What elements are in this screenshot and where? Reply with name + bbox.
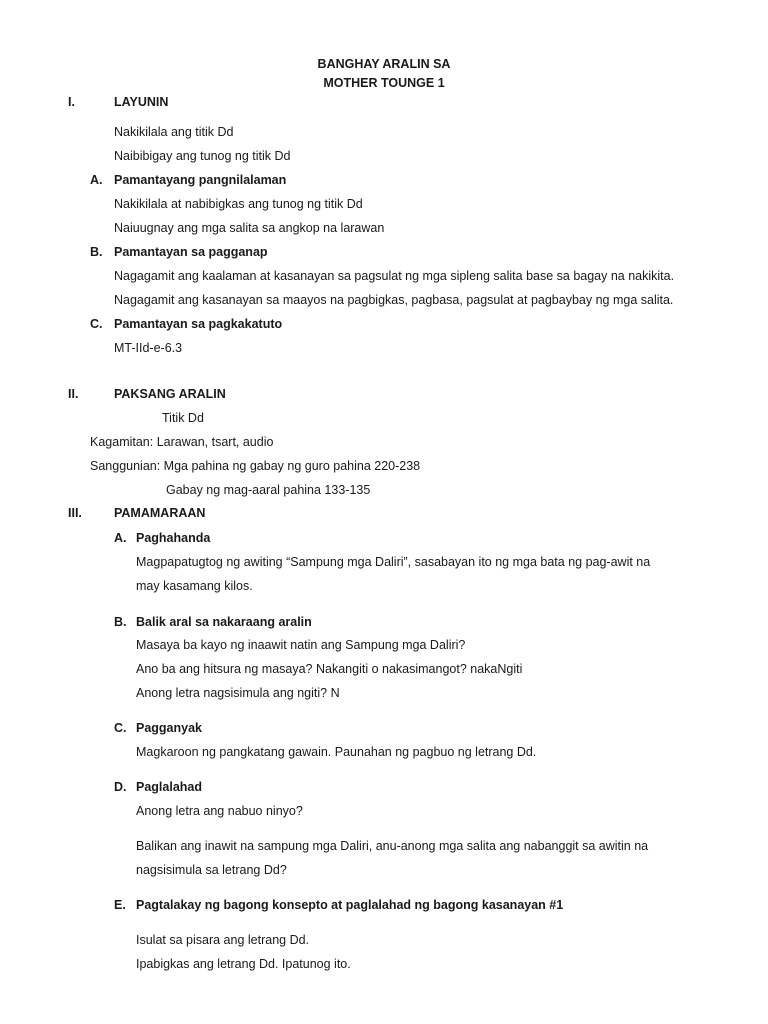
section1-line: Naibibigay ang tunog ng titik Dd (114, 149, 291, 163)
section3-b-letter: B. (114, 615, 127, 629)
section3-d-letter: D. (114, 780, 127, 794)
section3-a-line: may kasamang kilos. (136, 579, 253, 593)
section2-references: Sanggunian: Mga pahina ng gabay ng guro pahina 220-238 (90, 459, 421, 473)
section3-d-line: Anong letra ang nabuo ninyo? (136, 804, 303, 818)
section1-c-line: MT-IId-e-6.3 (114, 341, 183, 355)
section3-d-line: nagsisimula sa letrang Dd? (136, 863, 287, 877)
section3-e-line: Isulat sa pisara ang letrang Dd. (136, 933, 310, 947)
section1-c-letter: C. (90, 317, 103, 331)
section3-d-line: Balikan ang inawit na sampung mga Daliri, anu-anong mga salita ang nabanggit sa awitin na (136, 839, 649, 853)
section3-e-heading: Pagtalakay ng bagong konsepto at paglalahad ng bagong kasanayan #1 (136, 898, 564, 912)
section2-references-cont: Gabay ng mag-aaral pahina 133-135 (166, 483, 371, 497)
section3-a-heading: Paghahanda (136, 531, 211, 545)
section1-b-heading: Pamantayan sa pagganap (114, 245, 268, 259)
section3-e-line: Ipabigkas ang letrang Dd. Ipatunog ito. (136, 957, 351, 971)
section3-b-heading: Balik aral sa nakaraang aralin (136, 615, 312, 629)
document-title-line1: BANGHAY ARALIN SA (317, 57, 451, 71)
section3-c-line: Magkaroon ng pangkatang gawain. Paunahan ng pagbuo ng letrang Dd. (136, 745, 537, 759)
section1-numeral: I. (68, 95, 75, 109)
section3-b-line: Masaya ba kayo ng inaawit natin ang Sampung mga Daliri? (136, 638, 466, 652)
section1-b-letter: B. (90, 245, 103, 259)
document-title-line2: MOTHER TOUNGE 1 (323, 76, 445, 90)
section3-c-letter: C. (114, 721, 127, 735)
section3-e-letter: E. (114, 898, 126, 912)
section1-a-line: Nakikilala at nabibigkas ang tunog ng titik Dd (114, 197, 363, 211)
section3-b-line: Anong letra nagsisimula ang ngiti? N (136, 686, 340, 700)
section1-b-line: Nagagamit ang kasanayan sa maayos na pagbigkas, pagbasa, pagsulat at pagbaybay ng mga salita. (114, 293, 674, 307)
section2-materials: Kagamitan: Larawan, tsart, audio (90, 435, 274, 449)
section3-numeral: III. (68, 506, 82, 520)
section3-a-letter: A. (114, 531, 127, 545)
section1-c-heading: Pamantayan sa pagkakatuto (114, 317, 283, 331)
section3-heading: PAMAMARAAN (114, 506, 206, 520)
section2-heading: PAKSANG ARALIN (114, 387, 226, 401)
section1-a-letter: A. (90, 173, 103, 187)
section2-numeral: II. (68, 387, 79, 401)
section1-a-heading: Pamantayang pangnilalaman (114, 173, 287, 187)
section3-b-line: Ano ba ang hitsura ng masaya? Nakangiti o nakasimangot? nakaNgiti (136, 662, 523, 676)
section1-line: Nakikilala ang titik Dd (114, 125, 234, 139)
section1-b-line: Nagagamit ang kaalaman at kasanayan sa pagsulat ng mga sipleng salita base sa bagay na nakikita. (114, 269, 675, 283)
section3-a-line: Magpapatugtog ng awiting “Sampung mga Daliri”, sasabayan ito ng mga bata ng pag-awit na (136, 555, 651, 569)
section2-topic: Titik Dd (162, 411, 204, 425)
section1-a-line: Naiuugnay ang mga salita sa angkop na larawan (114, 221, 385, 235)
section3-d-heading: Paglalahad (136, 780, 202, 794)
section3-c-heading: Pagganyak (136, 721, 203, 735)
section1-heading: LAYUNIN (114, 95, 169, 109)
